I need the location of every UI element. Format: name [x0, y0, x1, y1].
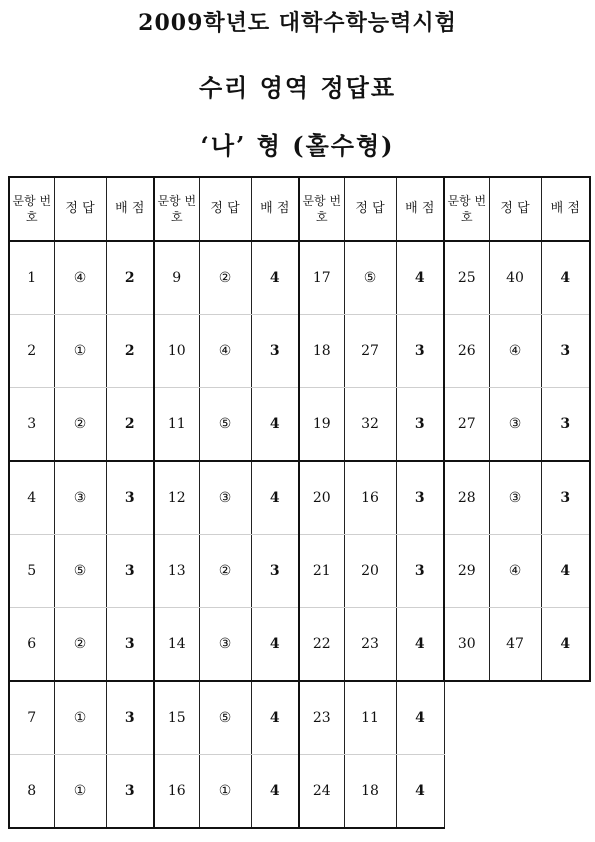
question-number: 7	[9, 681, 54, 755]
question-number: 28	[444, 461, 489, 535]
points-value: 2	[106, 241, 154, 315]
question-number: 14	[154, 608, 199, 682]
table-row	[9, 535, 590, 608]
points-value: 3	[251, 315, 299, 388]
header-answer: 정 답	[54, 177, 106, 241]
question-number: 5	[9, 535, 54, 608]
points-value: 4	[251, 241, 299, 315]
answer-value: ①	[199, 755, 251, 829]
points-value: 3	[106, 461, 154, 535]
answer-value: ⑤	[199, 388, 251, 462]
question-number: 16	[154, 755, 199, 829]
empty-cell	[541, 681, 590, 755]
subject-title: 수리 영역 정답표	[199, 73, 396, 102]
points-value: 4	[251, 461, 299, 535]
points-value: 3	[396, 535, 444, 608]
table-row	[9, 388, 590, 462]
empty-cell	[541, 755, 590, 829]
question-number: 13	[154, 535, 199, 608]
question-number: 23	[299, 681, 344, 755]
answer-value: ①	[54, 755, 106, 829]
question-number: 17	[299, 241, 344, 315]
question-number: 20	[299, 461, 344, 535]
question-number: 18	[299, 315, 344, 388]
points-value: 4	[396, 681, 444, 755]
answer-value: ④	[489, 535, 541, 608]
question-number: 24	[299, 755, 344, 829]
form-type-title: ‘나’ 형 (홀수형)	[200, 131, 395, 160]
question-number: 22	[299, 608, 344, 682]
question-number: 6	[9, 608, 54, 682]
points-value: 3	[541, 315, 590, 388]
answer-value: 20	[344, 535, 396, 608]
answer-value: ③	[489, 388, 541, 462]
header-question-number: 문항 번호	[9, 177, 54, 241]
header-answer: 정 답	[199, 177, 251, 241]
question-number: 19	[299, 388, 344, 462]
answer-value: ④	[199, 315, 251, 388]
header-points: 배 점	[251, 177, 299, 241]
answer-value: ②	[54, 608, 106, 682]
points-value: 4	[396, 241, 444, 315]
question-number: 11	[154, 388, 199, 462]
answer-value: ②	[199, 241, 251, 315]
answer-value: 27	[344, 315, 396, 388]
answer-value: ③	[199, 461, 251, 535]
points-value: 2	[106, 315, 154, 388]
answer-value: ⑤	[344, 241, 396, 315]
table-row	[9, 315, 590, 388]
answer-value: ①	[54, 681, 106, 755]
answer-value: ④	[489, 315, 541, 388]
points-value: 4	[251, 681, 299, 755]
header-answer: 정 답	[344, 177, 396, 241]
header-points: 배 점	[396, 177, 444, 241]
question-number: 2	[9, 315, 54, 388]
points-value: 3	[396, 461, 444, 535]
question-number: 25	[444, 241, 489, 315]
points-value: 3	[106, 535, 154, 608]
points-value: 4	[396, 755, 444, 829]
question-number: 3	[9, 388, 54, 462]
answer-value: ④	[54, 241, 106, 315]
answer-value: ②	[199, 535, 251, 608]
answer-value: 18	[344, 755, 396, 829]
header-points: 배 점	[541, 177, 590, 241]
empty-cell	[489, 755, 541, 829]
points-value: 3	[106, 608, 154, 682]
question-number: 1	[9, 241, 54, 315]
answer-value: ③	[489, 461, 541, 535]
answer-value: 47	[489, 608, 541, 682]
points-value: 4	[396, 608, 444, 682]
table-header-row	[9, 177, 590, 241]
table-row	[9, 681, 590, 755]
answer-value: ③	[54, 461, 106, 535]
points-value: 4	[541, 535, 590, 608]
answer-value: 11	[344, 681, 396, 755]
answer-value: ③	[199, 608, 251, 682]
header-question-number: 문항 번호	[154, 177, 199, 241]
question-number: 21	[299, 535, 344, 608]
question-number: 12	[154, 461, 199, 535]
question-number: 4	[9, 461, 54, 535]
points-value: 3	[251, 535, 299, 608]
answer-value: 40	[489, 241, 541, 315]
points-value: 4	[251, 755, 299, 829]
table-row	[9, 755, 590, 829]
points-value: 3	[396, 388, 444, 462]
table-row	[9, 608, 590, 682]
header-answer: 정 답	[489, 177, 541, 241]
empty-cell	[444, 755, 489, 829]
question-number: 8	[9, 755, 54, 829]
question-number: 29	[444, 535, 489, 608]
answer-value: ⑤	[199, 681, 251, 755]
points-value: 2	[106, 388, 154, 462]
question-number: 9	[154, 241, 199, 315]
answer-value: ⑤	[54, 535, 106, 608]
header-question-number: 문항 번호	[444, 177, 489, 241]
points-value: 4	[251, 608, 299, 682]
question-number: 26	[444, 315, 489, 388]
answer-value: ②	[54, 388, 106, 462]
points-value: 3	[396, 315, 444, 388]
header-question-number: 문항 번호	[299, 177, 344, 241]
points-value: 4	[251, 388, 299, 462]
points-value: 4	[541, 608, 590, 682]
question-number: 10	[154, 315, 199, 388]
answer-value: 23	[344, 608, 396, 682]
points-value: 3	[106, 681, 154, 755]
question-number: 15	[154, 681, 199, 755]
points-value: 4	[541, 241, 590, 315]
points-value: 3	[106, 755, 154, 829]
answer-value: 16	[344, 461, 396, 535]
empty-cell	[444, 681, 489, 755]
header-points: 배 점	[106, 177, 154, 241]
answer-value: 32	[344, 388, 396, 462]
points-value: 3	[541, 461, 590, 535]
question-number: 30	[444, 608, 489, 682]
table-row	[9, 241, 590, 315]
answer-key-table	[8, 176, 591, 829]
table-row	[9, 461, 590, 535]
exam-title: 2009학년도 대학수학능력시험	[138, 10, 457, 36]
answer-value: ①	[54, 315, 106, 388]
points-value: 3	[541, 388, 590, 462]
question-number: 27	[444, 388, 489, 462]
empty-cell	[489, 681, 541, 755]
